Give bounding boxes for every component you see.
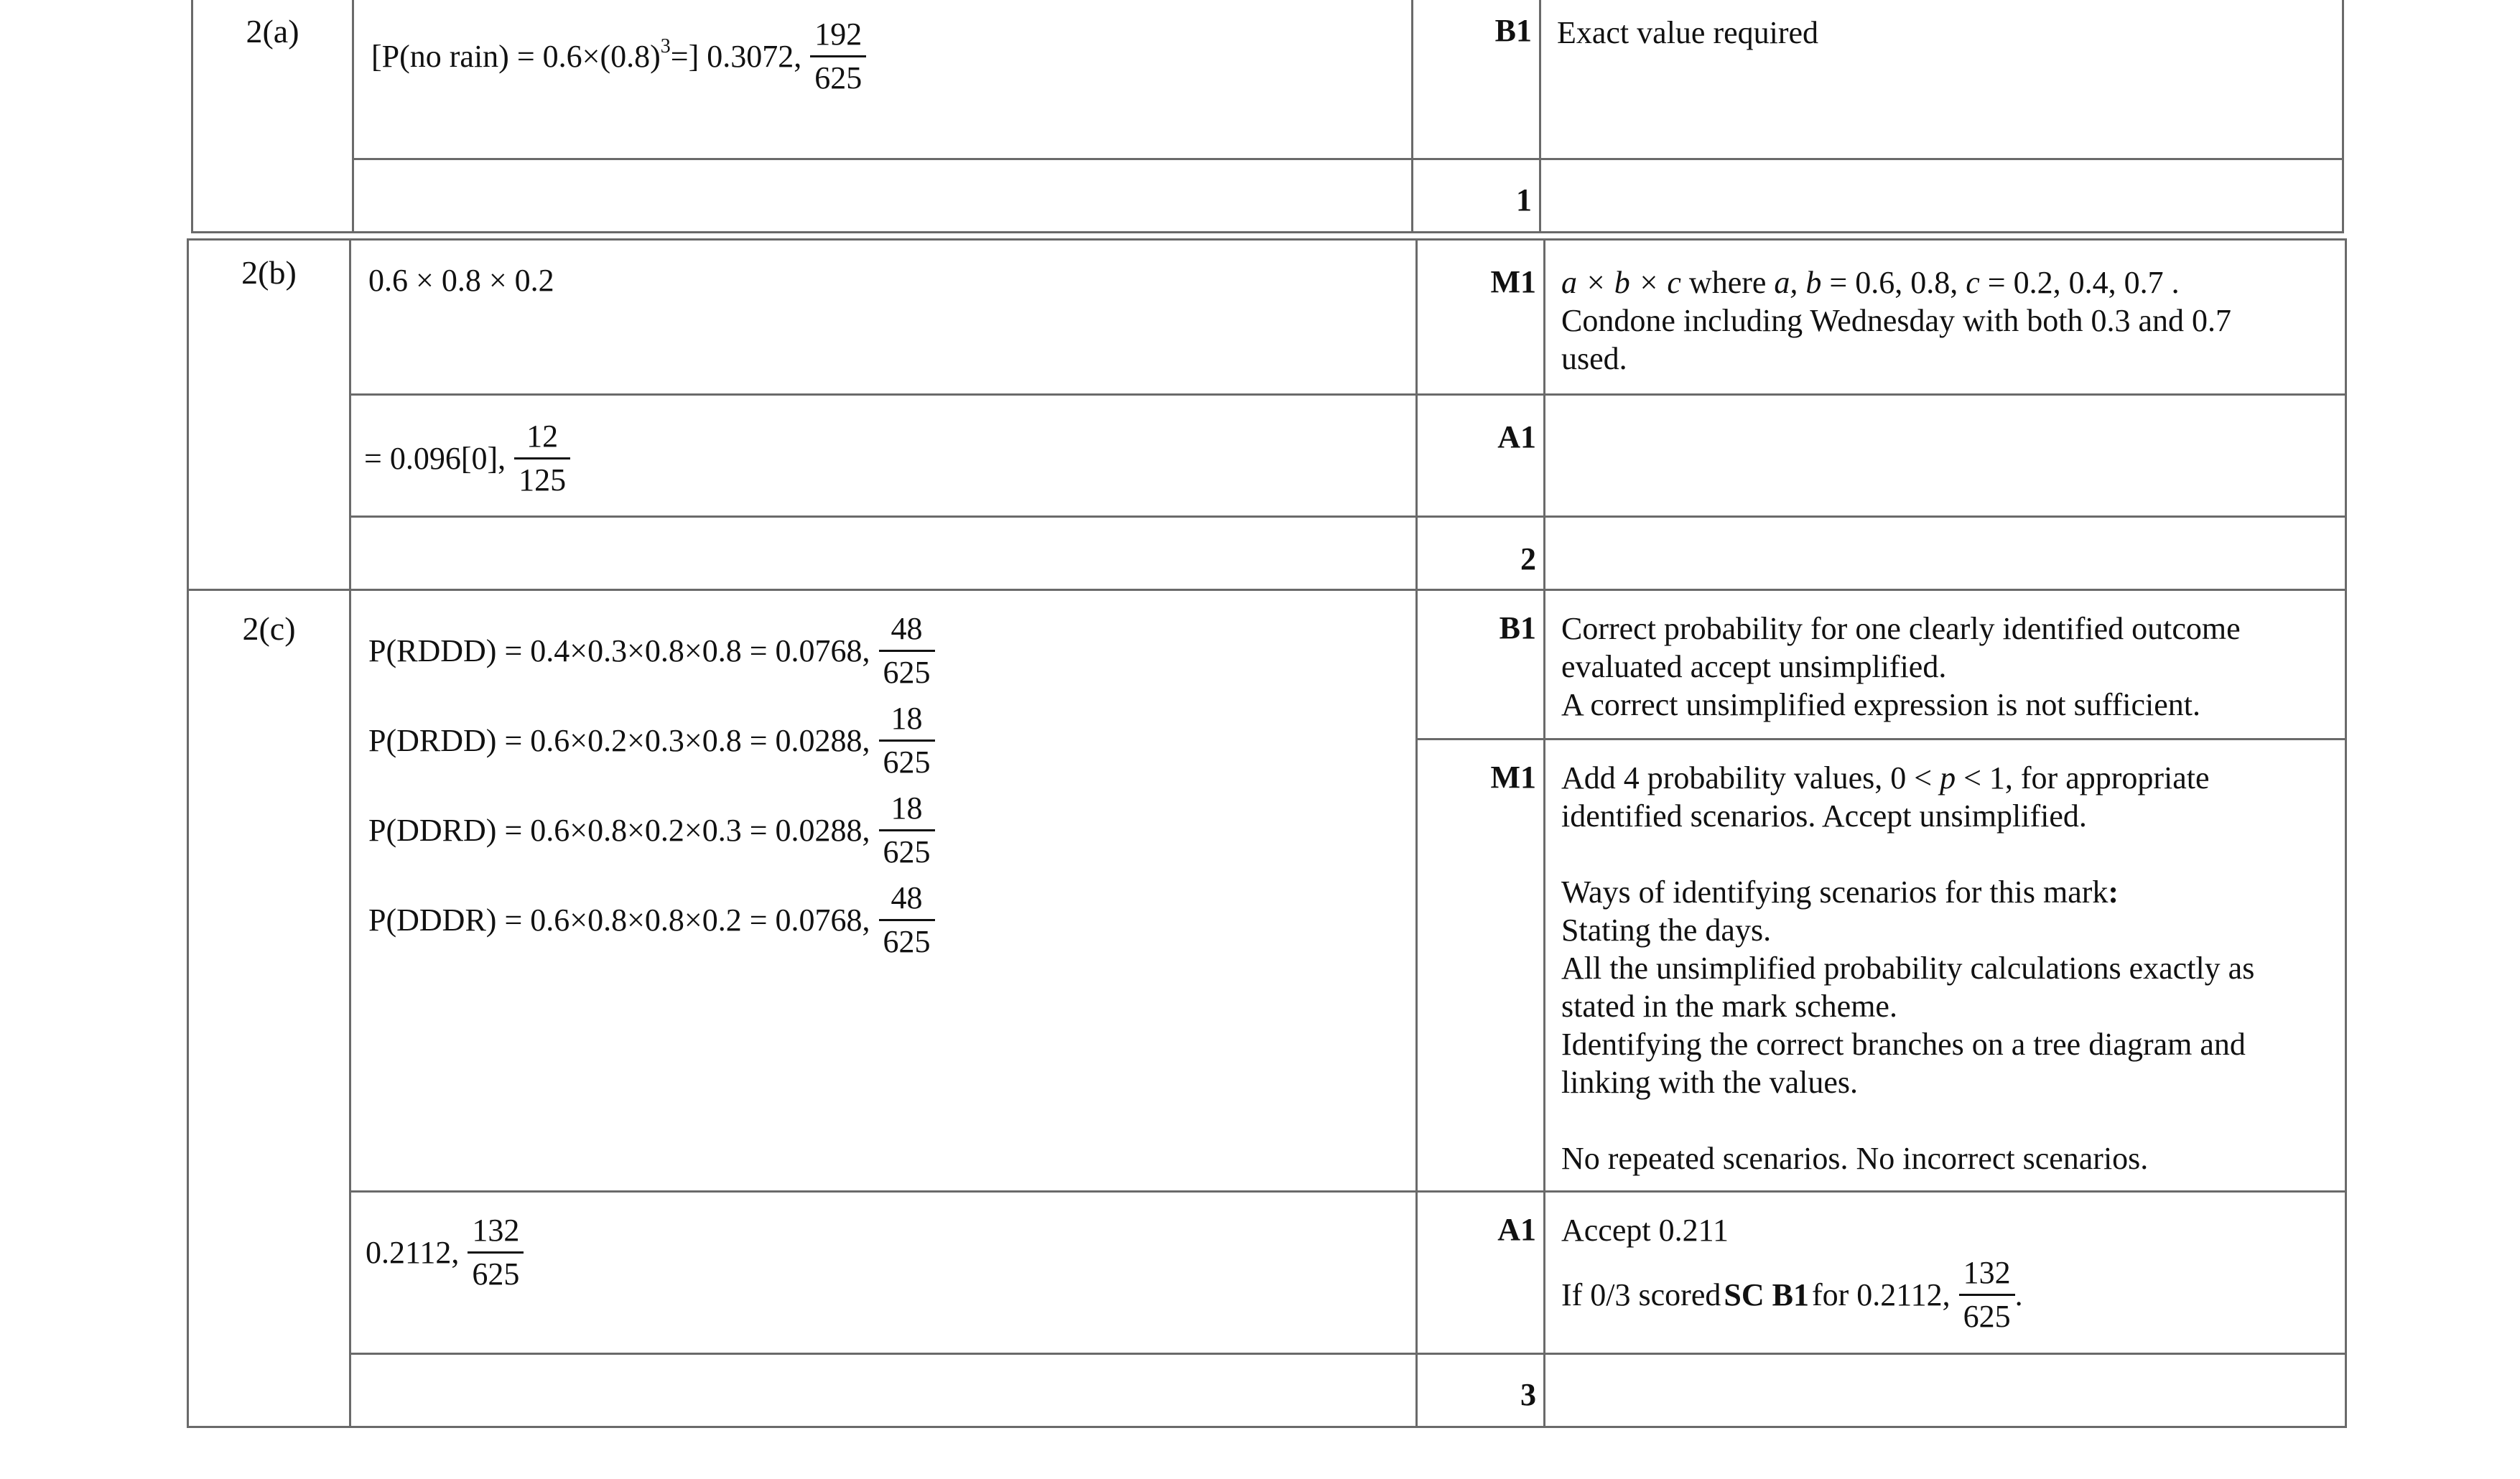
fraction-numerator: 48 (891, 611, 923, 646)
expr-abc: a × b × c (1561, 265, 1681, 300)
comment-2c-b1-line: evaluated accept unsimplified. (1561, 649, 1947, 684)
total-2a: 1 (1413, 159, 1540, 233)
total-2c: 3 (1417, 1354, 1545, 1427)
vals-ab: = 0.6, 0.8, (1821, 265, 1966, 300)
fraction-12-125 (514, 416, 570, 501)
comment-2c-total-row (1545, 1354, 2346, 1427)
comment-2c-b1-line: Correct probability for one clearly identified outcome (1561, 611, 2241, 646)
question-label-2b: 2(b) (188, 240, 350, 590)
fraction-numerator: 48 (891, 880, 923, 915)
ways-item: All the unsimplified probability calculations exactly as (1561, 951, 2255, 986)
comment-2c-a1 (1545, 1192, 2346, 1354)
ways-colon: : (2108, 874, 2119, 910)
question-label-2a: 2(a) (192, 0, 353, 233)
comment-2c-b1 (1545, 590, 2346, 740)
fraction-denominator: 125 (514, 457, 570, 501)
working-2c-answer (350, 1192, 1417, 1354)
fraction-132-625 (1959, 1252, 2015, 1338)
comment-2b-m1 (1545, 240, 2346, 395)
question-label-2c: 2(c) (188, 590, 350, 1427)
fraction-18-625 (879, 698, 935, 783)
fraction-denominator: 625 (468, 1251, 524, 1295)
ways-item: Stating the days. (1561, 913, 1772, 948)
working-2a-result: =] 0.3072, (670, 39, 802, 74)
fraction-numerator: 132 (1963, 1255, 2011, 1290)
working-2c-total-row (350, 1354, 1417, 1427)
working-2a-exponent: 3 (660, 34, 671, 57)
vals-c: = 0.2, 0.4, 0.7 . (1979, 265, 2180, 300)
ways-item: Identifying the correct branches on a tree diagram and (1561, 1027, 2246, 1062)
total-2b: 2 (1417, 517, 1545, 590)
working-2a-expression: [P(no rain) = 0.6×(0.8) (371, 39, 661, 74)
comment-2c-accept: Accept 0.211 (1561, 1213, 1729, 1248)
sc-mid: for 0.2112, (1811, 1277, 1951, 1312)
working-2a-total-row (353, 159, 1413, 233)
comment-2a: Exact value required (1540, 0, 2343, 159)
comment-2c-m1-line: identified scenarios. Accept unsimplified. (1561, 798, 2087, 834)
fraction-numerator: 18 (891, 790, 923, 826)
outcome-rddd: P(RDDD) = 0.4×0.3×0.8×0.8 = 0.0768, (368, 633, 870, 668)
working-2a (353, 0, 1413, 159)
fraction-denominator: 625 (810, 55, 866, 99)
answer-2c-decimal: 0.2112, (366, 1235, 460, 1270)
var-p: p (1940, 760, 1956, 796)
fraction-192-625 (810, 14, 866, 99)
comment-2b-a1 (1545, 395, 2346, 517)
mark-2b-m1: M1 (1417, 240, 1545, 395)
outcome-dddr: P(DDDR) = 0.6×0.8×0.8×0.2 = 0.0768, (368, 902, 870, 938)
comment-2c-m1 (1545, 740, 2346, 1192)
fraction-denominator: 625 (879, 829, 935, 873)
ways-title: Ways of identifying scenarios for this mark (1561, 874, 2108, 910)
working-2b-line1: 0.6 × 0.8 × 0.2 (350, 240, 1417, 395)
working-2b-line2 (350, 395, 1417, 517)
sc-b1: SC B1 (1724, 1277, 1809, 1312)
comment-2b-condone: Condone including Wednesday with both 0.3 and 0.7 (1561, 303, 2231, 338)
fraction-numerator: 192 (814, 17, 863, 52)
text-appropriate: < 1, for appropriate (1956, 760, 2210, 796)
fraction-denominator: 625 (879, 919, 935, 963)
comment-2b-total-row (1545, 517, 2346, 590)
outcome-ddrd: P(DDRD) = 0.6×0.8×0.2×0.3 = 0.0288, (368, 813, 870, 848)
fraction-18-625 (879, 788, 935, 873)
text-add-values: Add 4 probability values, 0 < (1561, 760, 1940, 796)
fraction-48-625 (879, 877, 935, 963)
question-2a-table (191, 0, 2344, 233)
fraction-numerator: 132 (472, 1213, 520, 1248)
fraction-denominator: 625 (1959, 1294, 2015, 1338)
fraction-48-625 (879, 608, 935, 694)
sc-lead: If 0/3 scored (1561, 1277, 1721, 1312)
fraction-132-625 (468, 1210, 524, 1295)
working-2c-outcomes (350, 590, 1417, 1192)
fraction-numerator: 12 (526, 419, 559, 454)
working-2b-result: = 0.096[0], (364, 441, 506, 476)
sc-end: . (2014, 1277, 2023, 1312)
mark-2c-m1: M1 (1417, 740, 1545, 1192)
comment-2c-b1-line: A correct unsimplified expression is not sufficient. (1561, 687, 2201, 722)
fraction-numerator: 18 (891, 701, 923, 736)
comment-2b-used: used. (1561, 341, 1627, 376)
var-c: c (1966, 265, 1980, 300)
ways-item: stated in the mark scheme. (1561, 989, 1897, 1024)
outcome-drdd: P(DRDD) = 0.6×0.2×0.3×0.8 = 0.0288, (368, 723, 870, 758)
question-2b-2c-table (187, 238, 2347, 1428)
comment-2c-m1-final: No repeated scenarios. No incorrect scenarios. (1561, 1141, 2149, 1176)
working-2b-total-row (350, 517, 1417, 590)
fraction-denominator: 625 (879, 740, 935, 783)
text-where: where (1680, 265, 1775, 300)
fraction-denominator: 625 (879, 650, 935, 694)
mark-2a: B1 (1413, 0, 1540, 159)
vars-ab: a, b (1774, 265, 1822, 300)
mark-2c-a1: A1 (1417, 1192, 1545, 1354)
ways-item: linking with the values. (1561, 1065, 1859, 1100)
comment-2a-total-row (1540, 159, 2343, 233)
mark-2b-a1: A1 (1417, 395, 1545, 517)
mark-2c-b1: B1 (1417, 590, 1545, 740)
